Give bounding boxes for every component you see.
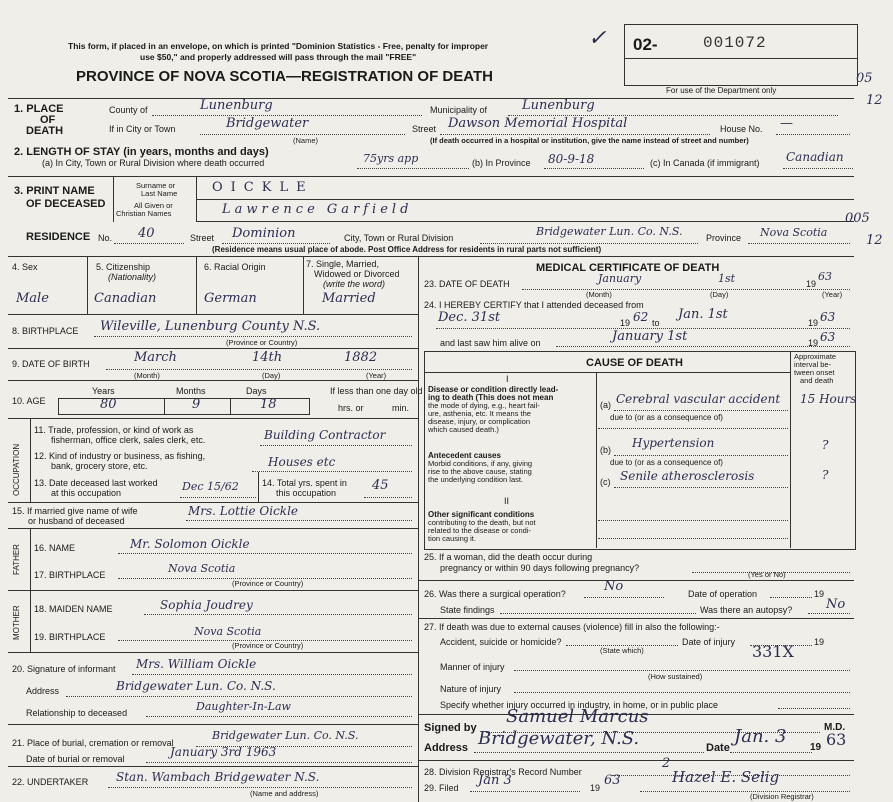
to-label: to	[652, 318, 660, 328]
birthplace-label: 8. BIRTHPLACE	[12, 326, 79, 336]
dod-year: 63	[818, 270, 832, 283]
physician-address: Bridgewater, N.S.	[478, 728, 640, 749]
father-bp-label: 17. BIRTHPLACE	[34, 570, 106, 580]
sex-label: 4. Sex	[12, 262, 38, 272]
postal-notice-2: use $50," and properly addressed will pass through the mail "FREE"	[140, 52, 417, 62]
dob-year: 1882	[344, 350, 378, 365]
certify-label: 24. I HEREBY CERTIFY that I attended deceased from	[424, 300, 644, 310]
burial-date: January 3rd 1963	[170, 745, 277, 759]
spouse-label-2: or husband of deceased	[28, 516, 125, 526]
father-bp: Nova Scotia	[168, 562, 236, 575]
registrar-caption: (Division Registrar)	[750, 792, 814, 801]
disease-label-4: ure, asthenia, etc. It means the	[428, 409, 531, 418]
injury-year-prefix: 19	[814, 637, 825, 647]
nature-label: Nature of injury	[440, 684, 502, 694]
months-label: Months	[176, 386, 206, 396]
due-to-a: due to (or as a consequence of)	[610, 413, 723, 422]
woman-label-1: 25. If a woman, did the death occur during	[424, 552, 593, 562]
signed-by-label: Signed by	[424, 722, 477, 734]
mother-bp-caption: (Province or Country)	[232, 641, 304, 650]
place-label-2: OF	[40, 114, 56, 126]
trade-label-2: fisherman, office clerk, sales clerk, etc.	[51, 435, 206, 445]
marital-value: Married	[322, 291, 376, 306]
birthplace-value: Wileville, Lunenburg County N.S.	[100, 319, 321, 334]
residence-province-label: Province	[706, 233, 742, 243]
residence-label: RESIDENCE	[26, 231, 91, 243]
reg-prefix: 02-	[633, 35, 658, 54]
md-label: M.D.	[824, 722, 846, 733]
from-year-prefix: 19	[620, 318, 631, 328]
hospital-note: (If death occurred in a hospital or institution, give the name instead of street and number)	[430, 136, 749, 145]
marital-label-1: 7. Single, Married,	[306, 259, 380, 269]
code-1a: 05	[856, 71, 873, 86]
injury-date-label: Date of injury	[682, 637, 736, 647]
disease-label-6: which caused death.)	[428, 425, 499, 434]
physician-signature: Samuel Marcus	[506, 706, 649, 727]
op-year-prefix: 19	[814, 589, 825, 599]
house-label: House No.	[720, 124, 763, 134]
stay-a-value: 75yrs app	[363, 152, 419, 165]
op-date-label: Date of operation	[688, 589, 758, 599]
trade-label-1: 11. Trade, profession, or kind of work as	[34, 425, 194, 435]
residence-street: Dominion	[232, 226, 296, 241]
trade-value: Building Contractor	[264, 428, 386, 442]
sig-year: 63	[826, 730, 847, 749]
where-label: Specify whether injury occurred in industry, in home, or in public place	[440, 700, 718, 710]
medical-heading: MEDICAL CERTIFICATE OF DEATH	[536, 262, 720, 274]
undertaker-caption: (Name and address)	[250, 789, 319, 798]
municipality-value: Lunenburg	[522, 98, 595, 113]
county-label: County of	[109, 105, 148, 115]
interval-label-2: interval be-	[794, 360, 832, 369]
total-label-1: 14. Total yrs. spent in	[262, 478, 347, 488]
dob-month-caption: (Month)	[134, 371, 160, 380]
relation-value: Daughter-In-Law	[196, 700, 291, 713]
maiden-label: 18. MAIDEN NAME	[34, 604, 113, 614]
occupation-side-label: OCCUPATION	[12, 443, 21, 496]
code-2a: 005	[845, 211, 870, 226]
dept-use-label: For use of the Department only	[666, 86, 777, 95]
given-label-1: All Given or	[134, 201, 173, 210]
disease-label-2: ing to death (This does not mean	[428, 393, 554, 402]
cause-b: Hypertension	[632, 436, 715, 450]
less-label: If less than one day old	[330, 386, 423, 396]
other-label-4: tion causing it.	[428, 534, 476, 543]
dob-label: 9. DATE OF BIRTH	[12, 359, 90, 369]
citizen-label-1: 5. Citizenship	[96, 262, 151, 272]
last-worked-label-1: 13. Date deceased last worked	[34, 478, 158, 488]
street-value: Dawson Memorial Hospital	[448, 116, 628, 131]
code-331x: 331X	[752, 642, 794, 661]
given-label-2: Christian Names	[116, 209, 172, 218]
yes-no-caption: (Yes or No)	[748, 570, 786, 579]
roman-2: II	[504, 496, 510, 506]
birthplace-caption: (Province or Country)	[226, 338, 298, 347]
business-label-2: bank, grocery store, etc.	[51, 461, 148, 471]
surname-label-2: Last Name	[141, 189, 178, 198]
cause-b-prefix: (b)	[600, 445, 611, 455]
to-year: 63	[820, 310, 836, 324]
total-label-2: this occupation	[276, 488, 337, 498]
mother-bp-label: 19. BIRTHPLACE	[34, 632, 106, 642]
house-dash: —	[780, 116, 793, 131]
citizen-value: Canadian	[94, 291, 157, 306]
interval-b: ?	[822, 438, 829, 452]
stay-c-label: (c) In Canada (if immigrant)	[650, 158, 760, 168]
cause-a: Cerebral vascular accident	[616, 392, 781, 406]
place-label-1: 1. PLACE	[14, 103, 64, 115]
accident-label: Accident, suicide or homicide?	[440, 637, 562, 647]
postal-notice-1: This form, if placed in an envelope, on which is printed "Dominion Statistics - Free, penalty for improper	[68, 41, 489, 51]
code-1b: 12	[866, 93, 883, 108]
total-value: 45	[372, 478, 389, 493]
dod-day: 1st	[718, 272, 736, 285]
name-caption: (Name)	[293, 136, 319, 145]
record-number: 2	[662, 756, 671, 771]
burial-place-label: 21. Place of burial, cremation or removal	[12, 738, 174, 748]
stay-label: 2. LENGTH OF STAY (in years, months and days)	[14, 146, 269, 158]
burial-date-label: Date of burial or removal	[26, 754, 125, 764]
filed-label: 29. Filed	[424, 783, 459, 793]
dod-year-caption: (Year)	[822, 290, 843, 299]
residence-no: 40	[138, 226, 155, 241]
undertaker-label: 22. UNDERTAKER	[12, 777, 89, 787]
last-worked-value: Dec 15/62	[182, 480, 239, 493]
age-years: 80	[100, 397, 117, 412]
business-value: Houses etc	[268, 455, 336, 469]
stay-b-value: 80-9-18	[548, 152, 595, 166]
surgical-label: 26. Was there a surgical operation?	[424, 589, 566, 599]
father-name: Mr. Solomon Oickle	[130, 537, 250, 551]
dod-label: 23. DATE OF DEATH	[424, 279, 510, 289]
cause-c-prefix: (c)	[600, 477, 611, 487]
business-label-1: 12. Kind of industry or business, as fishing,	[34, 451, 206, 461]
filed-year: 63	[604, 773, 621, 788]
residence-city-label: City, Town or Rural Division	[344, 233, 454, 243]
deceased-label-1: 3. PRINT NAME	[14, 185, 95, 197]
other-label-1: Other significant conditions	[428, 510, 535, 519]
filed-date: Jan 3	[478, 773, 512, 788]
stay-c-value: Canadian	[786, 150, 844, 164]
min-label: min.	[392, 403, 410, 413]
filed-year-prefix: 19	[590, 783, 601, 793]
spouse-label-1: 15. If married give name of wife	[12, 506, 138, 516]
antecedent-label-1: Antecedent causes	[428, 451, 501, 460]
external-label: 27. If death was due to external causes (violence) fill in also the following:-	[424, 622, 720, 632]
maiden-value: Sophia Joudrey	[160, 598, 253, 612]
reg-number: 001072	[703, 34, 767, 52]
interval-label-1: Approximate	[794, 352, 837, 361]
autopsy-value: No	[826, 597, 846, 612]
last-saw-value: January 1st	[612, 329, 688, 344]
age-label: 10. AGE	[12, 396, 46, 406]
cause-a-prefix: (a)	[600, 400, 611, 410]
informant-address-label: Address	[26, 686, 60, 696]
manner-label: Manner of injury	[440, 662, 505, 672]
residence-note: (Residence means usual place of abode. Post Office Address for residents in rural parts not sufficient)	[212, 245, 602, 254]
code-2b: 12	[866, 233, 883, 248]
mother-side-label: MOTHER	[12, 605, 21, 640]
roman-1: I	[506, 374, 509, 384]
father-side-label: FATHER	[12, 544, 21, 575]
woman-label-2: pregnancy or within 90 days following pregnancy?	[440, 563, 640, 573]
marital-label-2: Widowed or Divorced	[314, 269, 400, 279]
last-year: 63	[820, 330, 836, 344]
days-label: Days	[246, 386, 267, 396]
surname-label-1: Surname or	[136, 181, 176, 190]
dod-month-caption: (Month)	[586, 290, 612, 299]
last-year-prefix: 19	[808, 338, 819, 348]
deceased-label-2: OF DECEASED	[26, 198, 106, 210]
interval-label-3: tween onset	[794, 368, 835, 377]
autopsy-label: Was there an autopsy?	[700, 605, 793, 615]
check-mark: ✓	[588, 26, 607, 51]
other-label-2: contributing to the death, but not	[428, 518, 536, 527]
to-year-prefix: 19	[808, 318, 819, 328]
dob-month: March	[134, 350, 177, 365]
dob-day-caption: (Day)	[262, 371, 281, 380]
antecedent-label-3: rise to the above cause, stating	[428, 467, 532, 476]
given-value: Lawrence Garfield	[222, 202, 413, 217]
from-year: 62	[633, 310, 649, 324]
antecedent-label-2: Morbid conditions, if any, giving	[428, 459, 533, 468]
physician-date: Jan. 3	[734, 726, 787, 747]
residence-street-label: Street	[190, 233, 215, 243]
due-to-b: due to (or as a consequence of)	[610, 458, 723, 467]
record-number-label: 28. Division Registrar's Record Number	[424, 767, 582, 777]
spouse-value: Mrs. Lottie Oickle	[188, 504, 299, 518]
surgical-value: No	[604, 579, 624, 594]
attended-from: Dec. 31st	[438, 310, 501, 325]
informant-sig: Mrs. William Oickle	[136, 657, 257, 671]
informant-label: 20. Signature of informant	[12, 664, 116, 674]
father-name-label: 16. NAME	[34, 543, 76, 553]
stay-b-label: (b) In Province	[472, 158, 531, 168]
interval-label-4: and death	[800, 376, 834, 385]
father-bp-caption: (Province or Country)	[232, 579, 304, 588]
interval-c: ?	[822, 468, 829, 482]
place-label-3: DEATH	[26, 125, 64, 137]
street-label: Street	[412, 124, 437, 134]
disease-label-3: the mode of dying, e.g., heart fail-	[428, 401, 540, 410]
surname-value: OICKLE	[212, 180, 314, 195]
findings-label: State findings	[440, 605, 495, 615]
county-value: Lunenburg	[200, 98, 273, 113]
city-value: Bridgewater	[226, 116, 309, 131]
dod-month: January	[598, 272, 642, 285]
antecedent-label-4: the underlying condition last.	[428, 475, 524, 484]
sig-address-label: Address	[424, 742, 469, 754]
city-label: If in City or Town	[109, 124, 176, 134]
racial-label: 6. Racial Origin	[204, 262, 266, 272]
sig-year-prefix: 19	[810, 742, 822, 753]
dod-year-prefix: 19	[806, 279, 817, 289]
interval-a: 15 Hours	[800, 392, 857, 406]
other-label-3: related to the disease or condi-	[428, 526, 531, 535]
marital-label-3: (write the word)	[323, 279, 386, 289]
years-label: Years	[92, 386, 115, 396]
registrar-signature: Hazel E. Selig	[672, 768, 780, 786]
dob-year-caption: (Year)	[366, 371, 387, 380]
racial-value: German	[204, 291, 257, 306]
sig-date-label: Date	[706, 742, 730, 754]
cause-c: Senile atherosclerosis	[620, 469, 755, 483]
last-saw-label: and last saw him alive on	[440, 338, 541, 348]
residence-province: Nova Scotia	[760, 226, 828, 239]
burial-place: Bridgewater Lun. Co. N.S.	[212, 729, 359, 742]
citizen-label-2: (Nationality)	[108, 272, 157, 282]
last-worked-label-2: at this occupation	[51, 488, 122, 498]
undertaker-value: Stan. Wambach Bridgewater N.S.	[116, 770, 320, 784]
sex-value: Male	[16, 291, 49, 306]
how-sustained-caption: (How sustained)	[648, 672, 703, 681]
age-months: 9	[192, 397, 201, 412]
residence-city: Bridgewater Lun. Co. N.S.	[536, 225, 683, 238]
disease-label-1: Disease or condition directly lead-	[428, 385, 559, 394]
disease-label-5: disease, injury, or complication	[428, 417, 530, 426]
form-title: PROVINCE OF NOVA SCOTIA—REGISTRATION OF DEATH	[76, 68, 493, 85]
residence-no-label: No.	[98, 233, 113, 243]
dod-day-caption: (Day)	[710, 290, 729, 299]
municipality-label: Municipality of	[430, 105, 488, 115]
relation-label: Relationship to deceased	[26, 708, 128, 718]
stay-a-label: (a) In City, Town or Rural Division where death occurred	[42, 158, 265, 168]
informant-address: Bridgewater Lun. Co. N.S.	[116, 679, 276, 693]
dob-day: 14th	[252, 350, 283, 365]
hrs-label: hrs. or	[338, 403, 364, 413]
mother-bp: Nova Scotia	[194, 625, 262, 638]
state-which-caption: (State which)	[600, 646, 644, 655]
cause-heading: CAUSE OF DEATH	[586, 357, 683, 369]
attended-to: Jan. 1st	[678, 307, 728, 322]
age-days: 18	[260, 397, 277, 412]
